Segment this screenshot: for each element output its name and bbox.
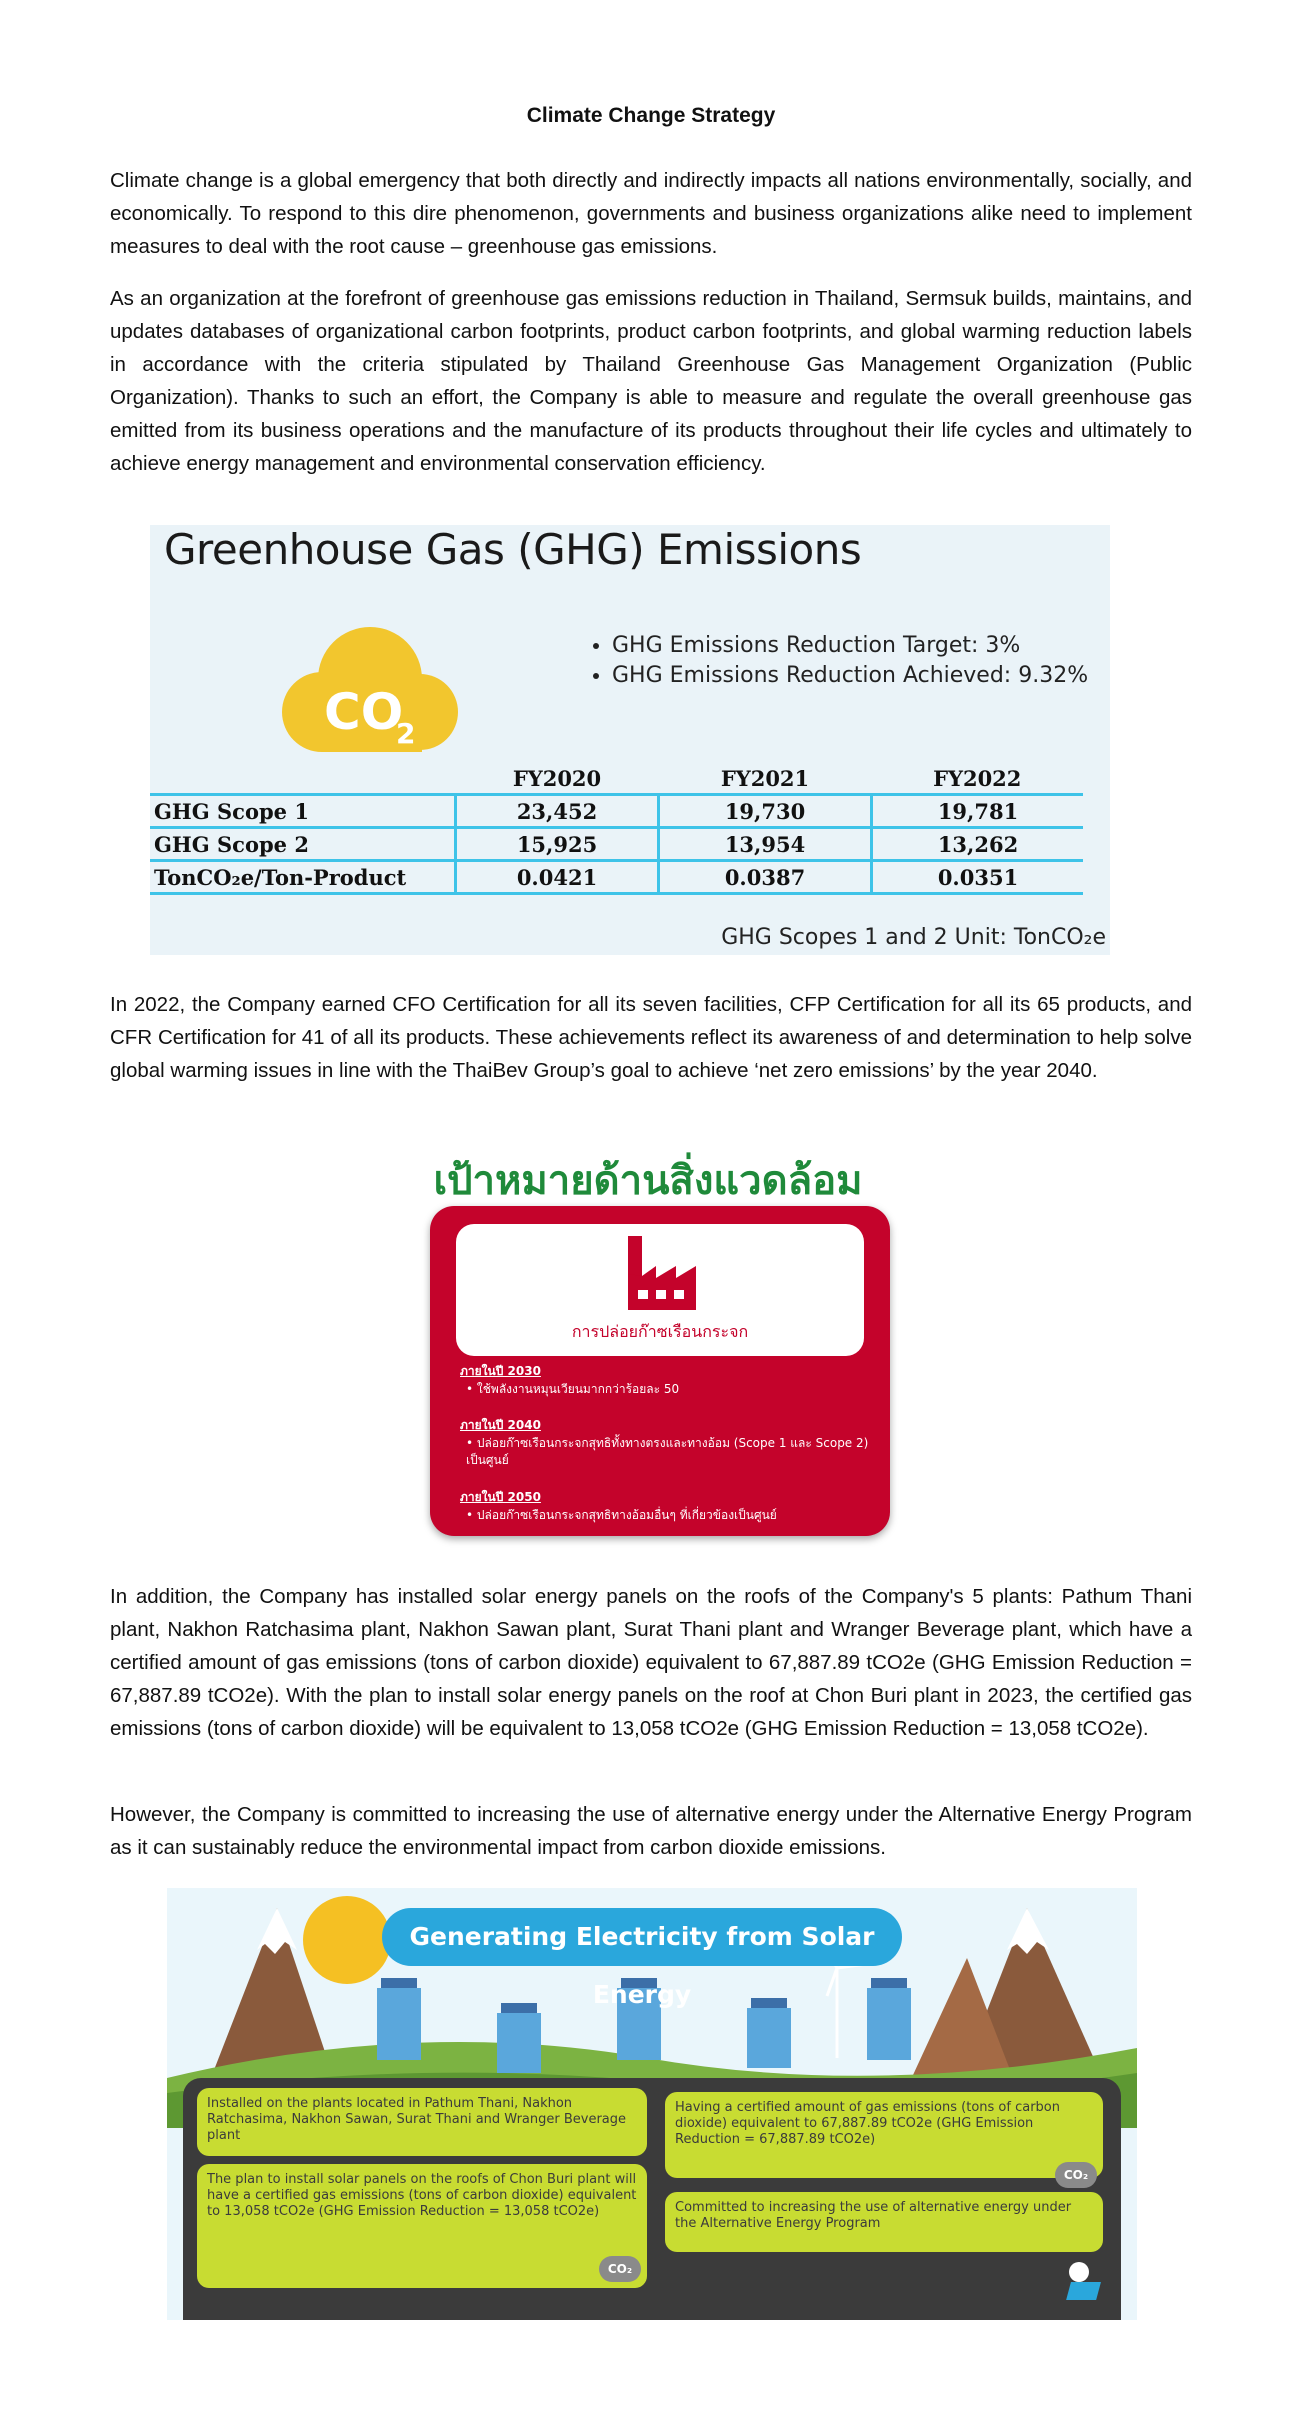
ghg-bullet-list: [588, 631, 1088, 691]
table-header-fy2020: FY2020: [512, 765, 602, 791]
table-cell: 15,925: [456, 828, 659, 861]
table-cell: 13,954: [659, 828, 872, 861]
target-2050: [460, 1488, 870, 1524]
target-year-heading: ภายในปี 2050: [460, 1490, 541, 1504]
target-year-heading: ภายในปี 2040: [460, 1418, 541, 1432]
row-label: GHG Scope 1: [150, 795, 456, 828]
table-row: [150, 795, 1083, 828]
solar-info-plan-text: The plan to install solar panels on the roofs of Chon Buri plant will have a certified gas emissions (tons of carbon dioxide) equivalent to 13,058 tCO2e (GHG Emission Reduction = 13,058 tCO2e): [207, 2172, 637, 2219]
table-cell: 23,452: [456, 795, 659, 828]
table-cell: 0.0387: [659, 861, 872, 894]
emissions-label: การปล่อยก๊าซเรือนกระจก: [571, 1322, 749, 1341]
paragraph-solar-panels: In addition, the Company has installed solar energy panels on the roofs of the Company's 5 plants: Pathum Thani plant, Nakhon Ratchasima plant, Nakhon Sawan plant, Surat Thani plant and Wranger Beverage plant, which have a certified amount of gas emissions (tons of carbon dioxide) equivalent to 67,887.89 tCO2e (GHG Emission Reduction = 67,887.89 tCO2e). With the plan to install solar energy panels on the roof at Chon Buri plant in 2023, the certified gas emissions (tons of carbon dioxide) will be equivalent to 13,058 tCO2e (GHG Emission Reduction = 13,058 tCO2e).: [110, 1585, 1192, 1740]
table-row: [150, 861, 1083, 894]
target-item: • ปล่อยก๊าซเรือนกระจกสุทธิทางอ้อมอื่นๆ ที่เกี่ยวข้องเป็นศูนย์: [466, 1508, 777, 1522]
page-title: Climate Change Strategy: [526, 104, 776, 127]
solar-logo-icon: [1057, 2252, 1117, 2312]
ghg-unit-note: GHG Scopes 1 and 2 Unit: TonCO₂e: [721, 925, 1106, 950]
row-label: GHG Scope 2: [150, 828, 456, 861]
paragraph-alternative-energy: However, the Company is committed to increasing the use of alternative energy under the Alternative Energy Program as it can sustainably reduce the environmental impact from carbon dioxide emissions.: [110, 1803, 1192, 1859]
ghg-emissions-figure: [150, 525, 1110, 955]
target-2040: [460, 1416, 870, 1469]
sun-icon: [303, 1896, 391, 1984]
paragraph-certification: In 2022, the Company earned CFO Certification for all its seven facilities, CFP Certification for all its 65 products, and CFR Certification for 41 of all its products. These achievements reflect its awareness of and determination to help solve global warming issues in line with the ThaiBev Group’s goal to achieve ‘net zero emissions’ by the year 2040.: [110, 993, 1192, 1082]
environmental-target-card: [430, 1206, 890, 1536]
environmental-target-heading: เป้าหมายด้านสิ่งแวดล้อม: [433, 1158, 863, 1204]
co2-icon: CO₂: [1055, 2162, 1097, 2188]
table-cell: 19,781: [872, 795, 1084, 828]
paragraph-intro: Climate change is a global emergency that both directly and indirectly impacts all nations environmentally, socially, and economically. To respond to this dire phenomenon, governments and business organizations alike need to implement measures to deal with the root cause – greenhouse gas emissions.: [110, 169, 1192, 258]
table-row: [150, 828, 1083, 861]
solar-info-certified: [665, 2092, 1103, 2182]
ghg-target-bullet: • GHG Emissions Reduction Target: 3%: [612, 631, 1088, 661]
table-cell: 13,262: [872, 828, 1084, 861]
solar-info-plan: [197, 2164, 647, 2288]
target-2030: [460, 1362, 679, 1398]
factory-icon: [624, 1234, 700, 1317]
table-header-fy2021: FY2021: [720, 765, 810, 791]
target-item: • ใช้พลังงานหมุนเวียนมากกว่าร้อยละ 50: [466, 1382, 680, 1396]
table-cell: 19,730: [659, 795, 872, 828]
row-label: TonCO₂e/Ton-Product: [150, 861, 456, 894]
ghg-table: [150, 763, 1083, 895]
target-item: • ปล่อยก๊าซเรือนกระจกสุทธิทั้งทางตรงและทางอ้อม (Scope 1 และ Scope 2) เป็นศูนย์: [466, 1436, 869, 1467]
ghg-figure-title: Greenhouse Gas (GHG) Emissions: [164, 525, 862, 574]
co2-cloud-text: CO: [324, 683, 404, 741]
emissions-panel: [456, 1224, 864, 1356]
table-cell: 0.0421: [456, 861, 659, 894]
solar-energy-figure: [167, 1888, 1137, 2320]
co2-cloud-subscript: 2: [396, 717, 416, 750]
solar-banner: Generating Electricity from Solar Energy: [382, 1908, 902, 1966]
target-year-heading: ภายในปี 2030: [460, 1364, 541, 1378]
ghg-table-header: [150, 763, 1083, 795]
table-header-fy2022: FY2022: [933, 765, 1022, 791]
solar-info-installed: Installed on the plants located in Pathum Thani, Nakhon Ratchasima, Nakhon Sawan, Surat Thani and Wranger Beverage plant: [197, 2088, 647, 2156]
ghg-achieved-bullet: • GHG Emissions Reduction Achieved: 9.32%: [612, 661, 1088, 691]
paragraph-organization: As an organization at the forefront of greenhouse gas emissions reduction in Thailand, Sermsuk builds, maintains, and updates databases of organizational carbon footprints, product carbon footprints, and global warming reduction labels in accordance with the criteria stipulated by Thailand Greenhouse Gas Management Organization (Public Organization). Thanks to such an effort, the Company is able to measure and regulate the overall greenhouse gas emitted from its business operations and the manufacture of its products throughout their life cycles and ultimately to achieve energy management and environmental conservation efficiency.: [110, 287, 1192, 475]
table-cell: 0.0351: [872, 861, 1084, 894]
co2-icon: CO₂: [599, 2256, 641, 2282]
solar-info-committed: Committed to increasing the use of alternative energy under the Alternative Energy Program: [665, 2192, 1103, 2252]
co2-cloud-icon: [280, 617, 460, 782]
solar-info-certified-text: Having a certified amount of gas emissions (tons of carbon dioxide) equivalent to 67,887.89 tCO2e (GHG Emission Reduction = 67,887.89 tCO2e): [675, 2100, 1060, 2147]
